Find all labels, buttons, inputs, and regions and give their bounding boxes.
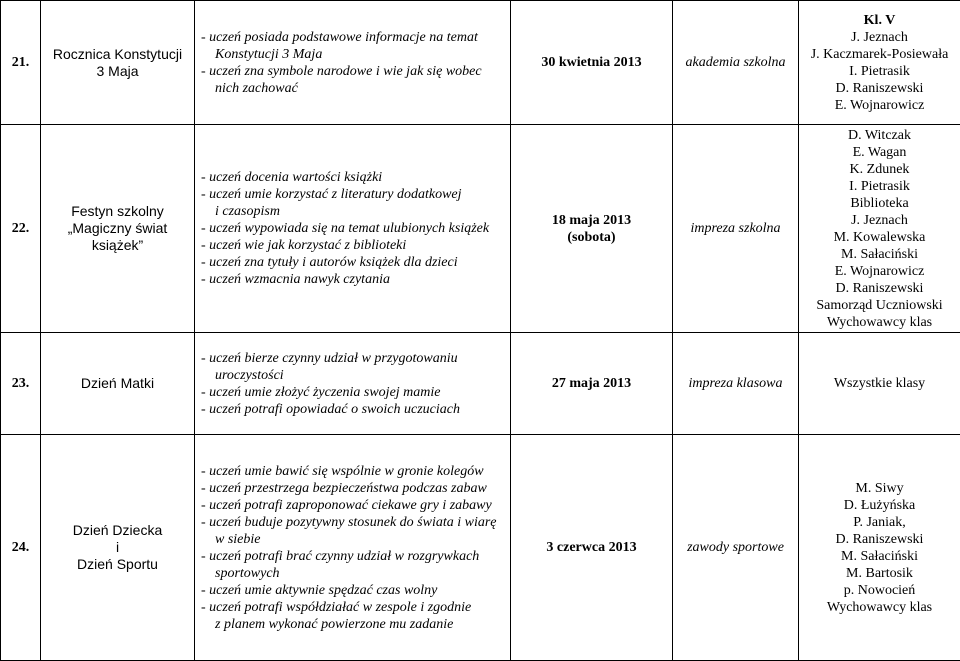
table-row	[1, 125, 960, 333]
goal-line: - uczeń posiada podstawowe informacje na temat	[201, 29, 506, 46]
goal-line: uroczystości	[201, 367, 506, 384]
responsible-people	[799, 333, 960, 435]
event-title-line: i	[41, 539, 194, 556]
goal-line: nich zachować	[201, 80, 506, 97]
person-name: D. Łużyńska	[799, 497, 960, 514]
person-name: I. Pietrasik	[799, 63, 960, 80]
row-number	[1, 333, 41, 435]
goal-line: - uczeń potrafi opowiadać o swoich uczuciach	[201, 401, 506, 418]
person-name: M. Kowalewska	[799, 229, 960, 246]
goal-line: - uczeń potrafi brać czynny udział w rozgrywkach	[201, 548, 506, 565]
goal-line: - uczeń zna symbole narodowe i wie jak się wobec	[201, 63, 506, 80]
person-name: Wszystkie klasy	[799, 375, 960, 392]
event-title-line: Dzień Dziecka	[41, 522, 194, 539]
event-form-text: impreza szkolna	[673, 220, 798, 237]
row-number	[1, 125, 41, 333]
event-title	[41, 333, 195, 435]
class-label: Kl. V	[799, 12, 960, 29]
goal-line: z planem wykonać powierzone mu zadanie	[201, 616, 506, 633]
row-number-text: 22.	[1, 220, 40, 237]
goal-line: - uczeń potrafi zaproponować ciekawe gry i zabawy	[201, 497, 506, 514]
person-name: M. Bartosik	[799, 565, 960, 582]
person-name: J. Kaczmarek-Posiewała	[799, 46, 960, 63]
person-name: Wychowawcy klas	[799, 314, 960, 331]
event-goals	[195, 125, 511, 333]
person-name: Wychowawcy klas	[799, 599, 960, 616]
event-title-line: 3 Maja	[41, 63, 194, 80]
goal-line: w siebie	[201, 531, 506, 548]
row-number	[1, 1, 41, 125]
table-row	[1, 435, 960, 661]
event-form-text: impreza klasowa	[673, 375, 798, 392]
goal-line: Konstytucji 3 Maja	[201, 46, 506, 63]
event-title-line: „Magiczny świat	[41, 220, 194, 237]
table-row	[1, 1, 960, 125]
goal-line: i czasopism	[201, 203, 506, 220]
table-row	[1, 333, 960, 435]
event-title	[41, 435, 195, 661]
person-name: J. Jeznach	[799, 29, 960, 46]
goal-line: - uczeń przestrzega bezpieczeństwa podczas zabaw	[201, 480, 506, 497]
row-number-text: 21.	[1, 54, 40, 71]
person-name: E. Wagan	[799, 144, 960, 161]
event-form	[673, 1, 799, 125]
person-name: P. Janiak,	[799, 514, 960, 531]
person-name: E. Wojnarowicz	[799, 263, 960, 280]
row-number	[1, 435, 41, 661]
event-title-line: Rocznica Konstytucji	[41, 46, 194, 63]
event-date-line: 3 czerwca 2013	[511, 539, 672, 556]
event-date-line: 18 maja 2013	[511, 212, 672, 229]
event-form-text: zawody sportowe	[673, 539, 798, 556]
event-date	[511, 435, 673, 661]
event-form	[673, 435, 799, 661]
event-date	[511, 1, 673, 125]
person-name: p. Nowocień	[799, 582, 960, 599]
event-goals	[195, 1, 511, 125]
goal-line: sportowych	[201, 565, 506, 582]
person-name: M. Sałaciński	[799, 246, 960, 263]
event-date-line: (sobota)	[511, 229, 672, 246]
goal-line: - uczeń bierze czynny udział w przygotowaniu	[201, 350, 506, 367]
event-date	[511, 333, 673, 435]
person-name: E. Wojnarowicz	[799, 97, 960, 114]
row-number-text: 23.	[1, 375, 40, 392]
person-name: K. Zdunek	[799, 161, 960, 178]
row-number-text: 24.	[1, 539, 40, 556]
responsible-people	[799, 435, 960, 661]
goal-line: - uczeń umie złożyć życzenia swojej mamie	[201, 384, 506, 401]
event-title-line: Dzień Sportu	[41, 556, 194, 573]
person-name: D. Raniszewski	[799, 80, 960, 97]
event-form-text: akademia szkolna	[673, 54, 798, 71]
event-title-line: Dzień Matki	[41, 375, 194, 392]
event-date	[511, 125, 673, 333]
person-name: M. Sałaciński	[799, 548, 960, 565]
event-form	[673, 125, 799, 333]
person-name: M. Siwy	[799, 480, 960, 497]
person-name: D. Raniszewski	[799, 280, 960, 297]
goal-line: - uczeń umie aktywnie spędzać czas wolny	[201, 582, 506, 599]
event-goals	[195, 333, 511, 435]
event-date-line: 30 kwietnia 2013	[511, 54, 672, 71]
goal-line: - uczeń umie korzystać z literatury dodatkowej	[201, 186, 506, 203]
person-name: Biblioteka	[799, 195, 960, 212]
goal-line: - uczeń docenia wartości książki	[201, 169, 506, 186]
goal-line: - uczeń buduje pozytywny stosunek do świata i wiarę	[201, 514, 506, 531]
goal-line: - uczeń zna tytuły i autorów książek dla dzieci	[201, 254, 506, 271]
event-title-line: Festyn szkolny	[41, 203, 194, 220]
event-title-line: książek”	[41, 237, 194, 254]
responsible-people	[799, 1, 960, 125]
event-goals	[195, 435, 511, 661]
goal-line: - uczeń wie jak korzystać z biblioteki	[201, 237, 506, 254]
person-name: D. Raniszewski	[799, 531, 960, 548]
event-form	[673, 333, 799, 435]
event-title	[41, 1, 195, 125]
event-title	[41, 125, 195, 333]
goal-line: - uczeń potrafi współdziałać w zespole i zgodnie	[201, 599, 506, 616]
goal-line: - uczeń wzmacnia nawyk czytania	[201, 271, 506, 288]
person-name: D. Witczak	[799, 127, 960, 144]
person-name: J. Jeznach	[799, 212, 960, 229]
person-name: Samorząd Uczniowski	[799, 297, 960, 314]
event-date-line: 27 maja 2013	[511, 375, 672, 392]
responsible-people	[799, 125, 960, 333]
goal-line: - uczeń wypowiada się na temat ulubionych książek	[201, 220, 506, 237]
goal-line: - uczeń umie bawić się wspólnie w gronie kolegów	[201, 463, 506, 480]
person-name: I. Pietrasik	[799, 178, 960, 195]
